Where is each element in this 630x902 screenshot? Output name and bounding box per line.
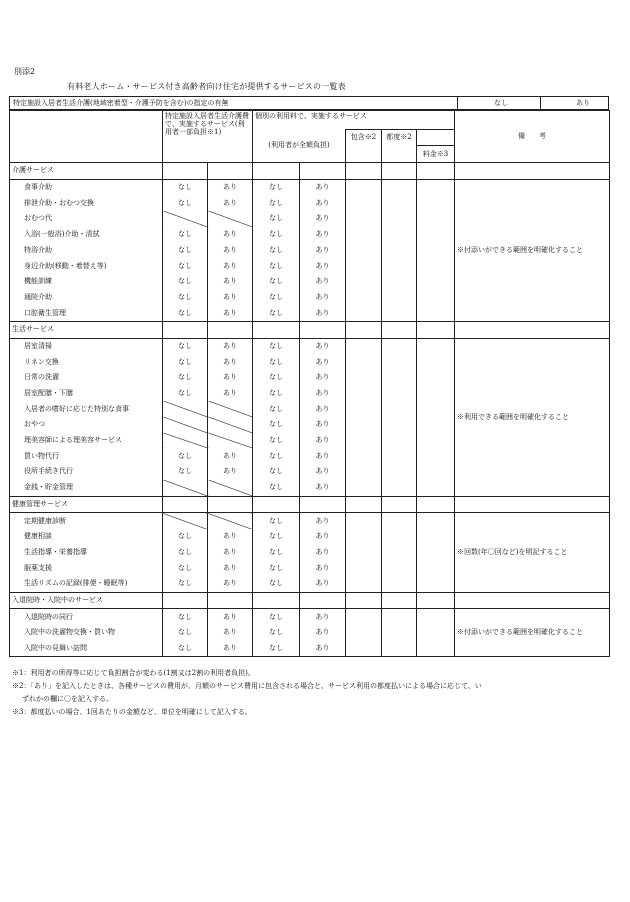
specified-yes-cell: あり [208, 560, 253, 576]
specified-yes-cell: あり [208, 195, 253, 211]
per-use-cell [382, 560, 417, 576]
header-per-use: 都度※2 [382, 129, 417, 146]
inclusive-cell [346, 480, 382, 496]
per-use-cell [382, 290, 417, 306]
category-row [10, 496, 610, 513]
service-name: 役所手続き代行 [10, 464, 163, 480]
specified-yes-cell: あり [208, 641, 253, 657]
document-title: 有料老人ホーム・サービス付き高齢者向け住宅が提供するサービスの一覧表 [67, 82, 346, 91]
fee-cell [417, 417, 455, 433]
individual-none-cell: なし [253, 258, 300, 274]
fee-cell [417, 227, 455, 243]
fee-cell [417, 179, 455, 195]
individual-none-cell: なし [253, 464, 300, 480]
inclusive-cell [346, 545, 382, 561]
specified-yes-cell: あり [208, 609, 253, 625]
individual-none-cell: なし [253, 576, 300, 592]
inclusive-cell [346, 417, 382, 433]
fee-cell [417, 576, 455, 592]
individual-none-cell: なし [253, 513, 300, 529]
service-name: おむつ代 [10, 211, 163, 227]
individual-yes-cell: あり [300, 305, 346, 321]
header-individual: 個別の利用料で、実施するサービス [253, 111, 455, 130]
individual-none-cell: なし [253, 370, 300, 386]
inclusive-cell [346, 179, 382, 195]
designation-status-row [9, 96, 609, 110]
inclusive-cell [346, 513, 382, 529]
individual-yes-cell: あり [300, 529, 346, 545]
individual-yes-cell: あり [300, 258, 346, 274]
individual-none-cell: なし [253, 433, 300, 449]
fee-cell [417, 480, 455, 496]
service-row [10, 609, 610, 625]
fee-cell [417, 401, 455, 417]
service-name: 買い物代行 [10, 448, 163, 464]
specified-none-cell: なし [163, 243, 208, 259]
service-name: 生活指導・栄養指導 [10, 545, 163, 561]
fee-cell [417, 545, 455, 561]
service-name: 入院中の見舞い訪問 [10, 641, 163, 657]
individual-none-cell: なし [253, 338, 300, 354]
fee-cell [417, 258, 455, 274]
per-use-cell [382, 211, 417, 227]
fee-cell [417, 195, 455, 211]
inclusive-cell [346, 401, 382, 417]
per-use-cell [382, 609, 417, 625]
individual-none-cell: なし [253, 227, 300, 243]
individual-none-cell: なし [253, 545, 300, 561]
specified-yes-cell [208, 513, 253, 529]
inclusive-cell [346, 274, 382, 290]
fee-cell [417, 625, 455, 641]
designation-yes: あり [576, 99, 590, 107]
service-name: 定期健康診断 [10, 513, 163, 529]
specified-yes-cell [208, 480, 253, 496]
per-use-cell [382, 576, 417, 592]
specified-none-cell: なし [163, 195, 208, 211]
specified-yes-cell: あり [208, 243, 253, 259]
page-label: 別添2 [14, 67, 36, 76]
individual-none-cell: なし [253, 625, 300, 641]
specified-yes-cell [208, 211, 253, 227]
per-use-cell [382, 433, 417, 449]
individual-yes-cell: あり [300, 338, 346, 354]
fee-cell [417, 560, 455, 576]
individual-none-cell: なし [253, 560, 300, 576]
fee-cell [417, 464, 455, 480]
specified-none-cell: なし [163, 576, 208, 592]
designation-label: 特定施設入居者生活介護(地域密着型・介護予防を含む)の指定の有無 [13, 99, 229, 107]
specified-yes-cell: あり [208, 386, 253, 402]
service-name: 機能訓練 [10, 274, 163, 290]
per-use-cell [382, 464, 417, 480]
individual-yes-cell: あり [300, 386, 346, 402]
inclusive-cell [346, 560, 382, 576]
specified-none-cell: なし [163, 370, 208, 386]
service-name: 入居者の嗜好に応じた特別な食事 [10, 401, 163, 417]
fee-cell [417, 211, 455, 227]
specified-yes-cell: あり [208, 179, 253, 195]
specified-none-cell [163, 211, 208, 227]
remarks-note: ※利用できる範囲を明確化すること [455, 338, 610, 496]
specified-yes-cell: あり [208, 274, 253, 290]
footnote-2-cont: ずれかの欄に〇を記入する。 [22, 695, 113, 703]
service-name: おやつ [10, 417, 163, 433]
service-name: 日常の洗濯 [10, 370, 163, 386]
category-label: 入退院時・入院中のサービス [10, 592, 163, 609]
service-name: 身辺介助(移動・着替え等) [10, 258, 163, 274]
specified-none-cell: なし [163, 227, 208, 243]
inclusive-cell [346, 448, 382, 464]
per-use-cell [382, 195, 417, 211]
individual-none-cell: なし [253, 529, 300, 545]
fee-cell [417, 529, 455, 545]
individual-yes-cell: あり [300, 433, 346, 449]
inclusive-cell [346, 195, 382, 211]
inclusive-cell [346, 338, 382, 354]
individual-yes-cell: あり [300, 243, 346, 259]
footnotes [12, 667, 620, 719]
header-remarks: 備 考 [455, 111, 610, 163]
per-use-cell [382, 179, 417, 195]
individual-yes-cell: あり [300, 370, 346, 386]
inclusive-cell [346, 243, 382, 259]
specified-yes-cell: あり [208, 338, 253, 354]
header-full-cost: (利用者が全額負担) [253, 129, 346, 162]
inclusive-cell [346, 258, 382, 274]
footnote-1: ※1：利用者の所得等に応じて負担割合が変わる(1割又は2割の利用者負担)。 [12, 669, 255, 677]
specified-yes-cell: あり [208, 370, 253, 386]
fee-cell [417, 290, 455, 306]
inclusive-cell [346, 386, 382, 402]
service-row [10, 179, 610, 195]
header-fee: 料金※3 [417, 146, 455, 163]
per-use-cell [382, 338, 417, 354]
fee-cell [417, 448, 455, 464]
specified-yes-cell [208, 401, 253, 417]
individual-none-cell: なし [253, 448, 300, 464]
designation-none: なし [494, 99, 508, 107]
inclusive-cell [346, 609, 382, 625]
service-name: 居室配膳・下膳 [10, 386, 163, 402]
service-row [10, 513, 610, 529]
specified-none-cell [163, 401, 208, 417]
service-name: リネン交換 [10, 354, 163, 370]
inclusive-cell [346, 227, 382, 243]
category-label: 健康管理サービス [10, 496, 163, 513]
specified-yes-cell: あり [208, 305, 253, 321]
header-inclusive: 包含※2 [346, 129, 382, 146]
service-table [9, 110, 610, 657]
individual-yes-cell: あり [300, 211, 346, 227]
inclusive-cell [346, 211, 382, 227]
per-use-cell [382, 641, 417, 657]
individual-none-cell: なし [253, 290, 300, 306]
per-use-cell [382, 513, 417, 529]
specified-yes-cell: あり [208, 464, 253, 480]
footnote-3: ※3：都度払いの場合、1回あたりの金額など、単位を明確にして記入する。 [12, 708, 252, 716]
specified-yes-cell: あり [208, 448, 253, 464]
individual-yes-cell: あり [300, 609, 346, 625]
individual-none-cell: なし [253, 386, 300, 402]
specified-none-cell: なし [163, 354, 208, 370]
fee-cell [417, 243, 455, 259]
inclusive-cell [346, 529, 382, 545]
service-row [10, 338, 610, 354]
service-name: 服薬支援 [10, 560, 163, 576]
specified-yes-cell [208, 417, 253, 433]
service-name: 金銭・貯金管理 [10, 480, 163, 496]
individual-yes-cell: あり [300, 448, 346, 464]
service-name: 特浴介助 [10, 243, 163, 259]
individual-yes-cell: あり [300, 625, 346, 641]
individual-none-cell: なし [253, 401, 300, 417]
specified-none-cell: なし [163, 641, 208, 657]
specified-none-cell: なし [163, 464, 208, 480]
fee-cell [417, 305, 455, 321]
remarks-note: ※付添いができる範囲を明確化すること [455, 179, 610, 321]
specified-yes-cell: あり [208, 354, 253, 370]
individual-yes-cell: あり [300, 464, 346, 480]
service-name: 通院介助 [10, 290, 163, 306]
inclusive-cell [346, 433, 382, 449]
individual-yes-cell: あり [300, 545, 346, 561]
fee-cell [417, 513, 455, 529]
individual-yes-cell: あり [300, 576, 346, 592]
individual-none-cell: なし [253, 243, 300, 259]
specified-none-cell: なし [163, 448, 208, 464]
specified-none-cell: なし [163, 179, 208, 195]
inclusive-cell [346, 576, 382, 592]
per-use-cell [382, 370, 417, 386]
specified-yes-cell: あり [208, 576, 253, 592]
specified-none-cell: なし [163, 338, 208, 354]
service-name: 食事介助 [10, 179, 163, 195]
individual-none-cell: なし [253, 609, 300, 625]
fee-cell [417, 370, 455, 386]
per-use-cell [382, 529, 417, 545]
inclusive-cell [346, 464, 382, 480]
individual-none-cell: なし [253, 417, 300, 433]
specified-none-cell: なし [163, 305, 208, 321]
specified-none-cell: なし [163, 386, 208, 402]
individual-yes-cell: あり [300, 480, 346, 496]
individual-yes-cell: あり [300, 560, 346, 576]
individual-yes-cell: あり [300, 274, 346, 290]
individual-yes-cell: あり [300, 227, 346, 243]
specified-none-cell: なし [163, 290, 208, 306]
fee-cell [417, 338, 455, 354]
specified-none-cell: なし [163, 529, 208, 545]
service-name: 生活リズムの記録(排便・睡眠等) [10, 576, 163, 592]
service-name: 口腔衛生管理 [10, 305, 163, 321]
fee-cell [417, 433, 455, 449]
per-use-cell [382, 448, 417, 464]
per-use-cell [382, 480, 417, 496]
specified-yes-cell: あり [208, 290, 253, 306]
individual-none-cell: なし [253, 274, 300, 290]
specified-yes-cell: あり [208, 227, 253, 243]
service-name: 排泄介助・おむつ交換 [10, 195, 163, 211]
individual-yes-cell: あり [300, 354, 346, 370]
fee-cell [417, 354, 455, 370]
individual-none-cell: なし [253, 211, 300, 227]
per-use-cell [382, 243, 417, 259]
remarks-note: ※付添いができる範囲を明確化すること [455, 609, 610, 657]
fee-cell [417, 641, 455, 657]
inclusive-cell [346, 370, 382, 386]
individual-yes-cell: あり [300, 641, 346, 657]
fee-cell [417, 274, 455, 290]
per-use-cell [382, 354, 417, 370]
specified-none-cell [163, 417, 208, 433]
category-row [10, 592, 610, 609]
individual-yes-cell: あり [300, 290, 346, 306]
category-row [10, 163, 610, 180]
service-name: 居室清掃 [10, 338, 163, 354]
service-name: 健康相談 [10, 529, 163, 545]
specified-yes-cell: あり [208, 625, 253, 641]
service-name: 入浴(一般浴)介助・清拭 [10, 227, 163, 243]
header-row-1 [10, 111, 610, 130]
specified-none-cell: なし [163, 625, 208, 641]
service-name: 入退院時の同行 [10, 609, 163, 625]
specified-none-cell [163, 513, 208, 529]
individual-yes-cell: あり [300, 417, 346, 433]
individual-yes-cell: あり [300, 401, 346, 417]
specified-none-cell: なし [163, 274, 208, 290]
per-use-cell [382, 258, 417, 274]
inclusive-cell [346, 354, 382, 370]
specified-yes-cell: あり [208, 529, 253, 545]
inclusive-cell [346, 625, 382, 641]
inclusive-cell [346, 290, 382, 306]
service-name: 入院中の洗濯物交換・買い物 [10, 625, 163, 641]
per-use-cell [382, 401, 417, 417]
per-use-cell [382, 305, 417, 321]
per-use-cell [382, 625, 417, 641]
individual-none-cell: なし [253, 480, 300, 496]
fee-cell [417, 386, 455, 402]
individual-none-cell: なし [253, 195, 300, 211]
per-use-cell [382, 274, 417, 290]
category-row [10, 321, 610, 338]
specified-none-cell: なし [163, 258, 208, 274]
category-label: 介護サービス [10, 163, 163, 180]
per-use-cell [382, 386, 417, 402]
individual-none-cell: なし [253, 354, 300, 370]
footnote-2: ※2：「あり」を記入したときは、各種サービスの費用が、月額のサービス費用に包含される場合と、サービス利用の都度払いによる場合に応じて、い [12, 682, 482, 690]
individual-none-cell: なし [253, 179, 300, 195]
specified-none-cell [163, 433, 208, 449]
fee-cell [417, 609, 455, 625]
individual-yes-cell: あり [300, 179, 346, 195]
category-label: 生活サービス [10, 321, 163, 338]
inclusive-cell [346, 305, 382, 321]
specified-yes-cell: あり [208, 258, 253, 274]
per-use-cell [382, 545, 417, 561]
individual-yes-cell: あり [300, 513, 346, 529]
per-use-cell [382, 417, 417, 433]
service-name: 理美容師による理美容サービス [10, 433, 163, 449]
remarks-note: ※回数(年〇回など)を明記すること [455, 513, 610, 592]
header-specified: 特定施設入居者生活介護費で、実施するサービス(利用者一部負担※1) [163, 111, 253, 163]
specified-yes-cell: あり [208, 545, 253, 561]
individual-none-cell: なし [253, 305, 300, 321]
inclusive-cell [346, 641, 382, 657]
specified-yes-cell [208, 433, 253, 449]
specified-none-cell: なし [163, 545, 208, 561]
specified-none-cell: なし [163, 609, 208, 625]
specified-none-cell [163, 480, 208, 496]
per-use-cell [382, 227, 417, 243]
individual-none-cell: なし [253, 641, 300, 657]
specified-none-cell: なし [163, 560, 208, 576]
individual-yes-cell: あり [300, 195, 346, 211]
